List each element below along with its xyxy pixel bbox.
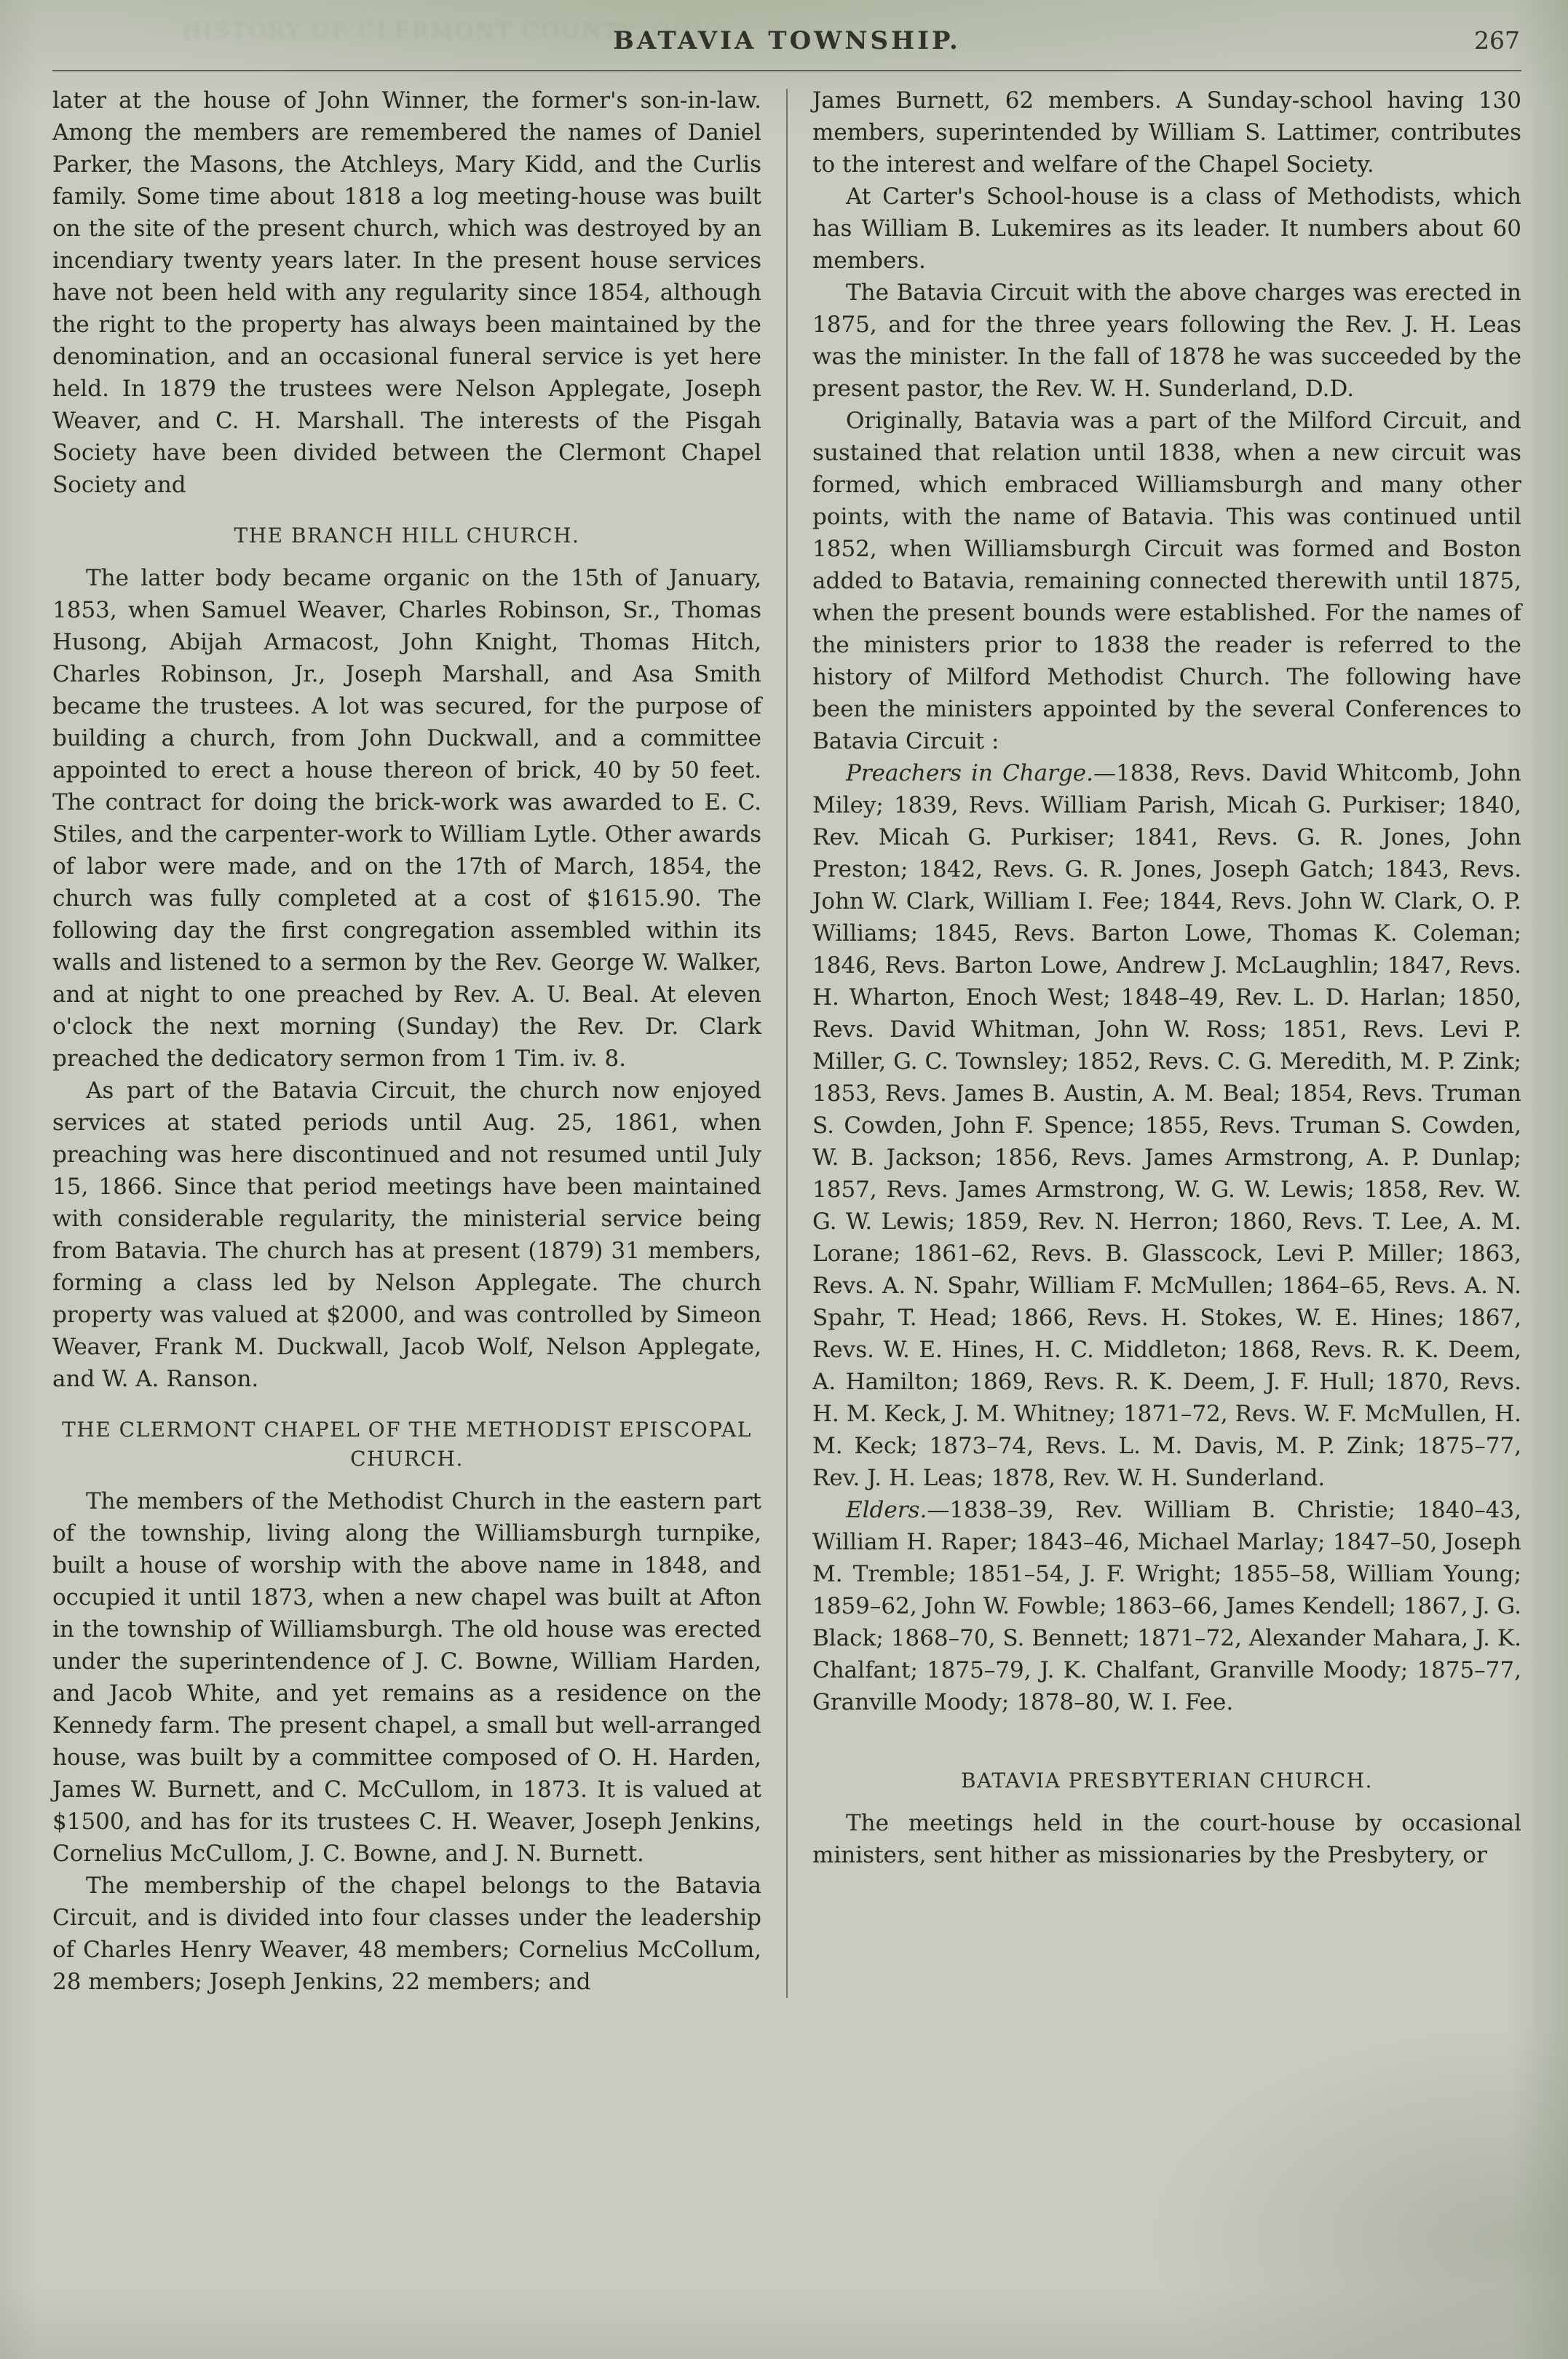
paragraph: The Batavia Circuit with the above charges was erected in 1875, and for the three years following the Rev. J. H. Leas was the minister. In the fall of 1878 he was succeeded by the present pastor, the Rev. W. H. Sunderland, D.D. [812,280,1521,402]
page-number: 267 [1474,26,1520,55]
header-rule [52,70,1521,71]
section-heading: BATAVIA PRESBYTERIAN CHURCH. [961,1769,1373,1793]
paragraph [812,1494,1521,1718]
paragraph-lead-italic: Preachers in Charge.— [846,760,1116,786]
left-column [52,84,761,1998]
paragraph: later at the house of John Winner, the former's son-in-law. Among the members are remembered the names of Daniel Parker, the Masons, the Atchleys, Mary Kidd, and the Curlis family. Some time about 1818 a log meeting-house was built on the site of the present church, which was destroyed by an incendiary twenty years later. In the present house services have not been held with any regularity since 1854, although the right to the property has always been maintained by the denomination, and an occasional funeral service is yet here held. In 1879 the trustees were Nelson Applegate, Joseph Weaver, and C. H. Marshall. The interests of the Pisgah Society have been divided between the Clermont Chapel Society and [52,87,761,498]
running-head: BATAVIA TOWNSHIP. [613,26,961,55]
page-header [52,17,1521,60]
paragraph [812,757,1521,1494]
paragraph: As part of the Batavia Circuit, the church now enjoyed services at stated periods until Aug. 25, 1861, when preaching was here discontinued and not resumed until July 15, 1866. Since that period meetings have been maintained with considerable regularity, the ministerial service being from Batavia. The church has at present (1879) 31 members, forming a class led by Nelson Applegate. The church property was valued at $2000, and was controlled by Simeon Weaver, Frank M. Duckwall, Jacob Wolf, Nelson Applegate, and W. A. Ranson. [52,1078,761,1392]
paragraph: Originally, Batavia was a part of the Milford Circuit, and sustained that relation until 1838, when a new circuit was formed, which embraced Williamsburgh and many other points, with the name of Batavia. This was continued until 1852, when Williamsburgh Circuit was formed and Boston added to Batavia, remaining connected therewith until 1875, when the present bounds were established. For the names of the ministers prior to 1838 the reader is referred to the history of Milford Methodist Church. The following have been the ministers appointed by the several Conferences to Batavia Circuit : [812,408,1521,754]
right-column [812,84,1521,1998]
paragraph: The members of the Methodist Church in the eastern part of the township, living along the Williamsburgh turnpike, built a house of worship with the above name in 1848, and occupied it until 1873, when a new chapel was built at Afton in the township of Williamsburgh. The old house was erected under the superintendence of J. C. Bowne, William Harden, and Jacob White, and yet remains as a residence on the Kennedy farm. The present chapel, a small but well-arranged house, was built by a committee composed of O. H. Harden, James W. Burnett, and C. McCullom, in 1873. It is valued at $1500, and has for its trustees C. H. Weaver, Joseph Jenkins, Cornelius McCullom, J. C. Bowne, and J. N. Burnett. [52,1488,761,1867]
paragraph-lead-italic: Elders.— [846,1497,950,1523]
column-divider [786,89,788,1998]
paragraph-text: 1838, Revs. David Whitcomb, John Miley; 1839, Revs. William Parish, Micah G. Purkiser; 1840, Rev. Micah G. Purkiser; 1841, Revs. G. R. Jones, John Preston; 1842, Revs. G. R. Jones, Joseph Gatch; 1843, Revs. John W. Clark, William I. Fee; 1844, Revs. John W. Clark, O. P. Williams; 1845, Revs. Barton Lowe, Thomas K. Coleman; 1846, Revs. Barton Lowe, Andrew J. McLaughlin; 1847, Revs. H. Wharton, Enoch West; 1848–49, Rev. L. D. Harlan; 1850, Revs. David Whitman, John W. Ross; 1851, Revs. Levi P. Miller, G. C. Townsley; 1852, Revs. C. G. Meredith, M. P. Zink; 1853, Revs. James B. Austin, A. M. Beal; 1854, Revs. Truman S. Cowden, John F. Spence; 1855, Revs. Truman S. Cowden, W. B. Jackson; 1856, Revs. James Armstrong, A. P. Dunlap; 1857, Revs. James Armstrong, W. G. W. Lewis; 1858, Rev. W. G. W. Lewis; 1859, Rev. N. Herron; 1860, Revs. T. Lee, A. M. Lorane; 1861–62, Revs. B. Glasscock, Levi P. Miller; 1863, Revs. A. N. Spahr, William F. McMullen; 1864–65, Revs. A. N. Spahr, T. Head; 1866, Revs. H. Stokes, W. E. Hines; 1867, Revs. W. E. Hines, H. C. Middleton; 1868, Revs. R. K. Deem, A. Hamilton; 1869, Revs. R. K. Deem, J. F. Hull; 1870, Revs. H. M. Keck, J. M. Whitney; 1871–72, Revs. W. F. McMullen, H. M. Keck; 1873–74, Revs. L. M. Davis, M. P. Zink; 1875–77, Rev. J. H. Leas; 1878, Rev. W. H. Sunderland. [812,760,1522,1491]
paragraph: James Burnett, 62 members. A Sunday-school having 130 members, superintended by William S. Lattimer, contributes to the interest and welfare of the Chapel Society. [812,87,1521,178]
paragraph: The latter body became organic on the 15th of January, 1853, when Samuel Weaver, Charles Robinson, Sr., Thomas Husong, Abijah Armacost, John Knight, Thomas Hitch, Charles Robinson, Jr., Joseph Marshall, and Asa Smith became the trustees. A lot was secured, for the purpose of building a church, from John Duckwall, and a committee appointed to erect a house thereon of brick, 40 by 50 feet. The contract for doing the brick-work was awarded to E. C. Stiles, and the carpenter-work to William Lytle. Other awards of labor were made, and on the 17th of March, 1854, the church was fully completed at a cost of $1615.90. The following day the first congregation assembled within its walls and listened to a sermon by the Rev. George W. Walker, and at night to one preached by Rev. A. U. Beal. At eleven o'clock the next morning (Sunday) the Rev. Dr. Clark preached the dedicatory sermon from 1 Tim. iv. 8. [52,565,761,1072]
section-heading: THE BRANCH HILL CHURCH. [234,523,580,548]
paragraph: At Carter's School-house is a class of Methodists, which has William B. Lukemires as its leader. It numbers about 60 members. [812,183,1521,274]
text-columns [52,84,1521,1998]
paragraph-text: 1838–39, Rev. William B. Christie; 1840–43, William H. Raper; 1843–46, Michael Marlay; 1847–50, Joseph M. Tremble; 1851–54, J. F. Wright; 1855–58, William Young; 1859–62, John W. Fowble; 1863–66, James Kendell; 1867, J. G. Black; 1868–70, S. Bennett; 1871–72, Alexander Mahara, J. K. Chalfant; 1875–79, J. K. Chalfant, Granville Moody; 1875–77, Granville Moody; 1878–80, W. I. Fee. [812,1497,1521,1715]
paragraph: The meetings held in the court-house by occasional ministers, sent hither as missionaries by the Presbytery, or [812,1810,1521,1868]
paragraph: The membership of the chapel belongs to the Batavia Circuit, and is divided into four classes under the leadership of Charles Henry Weaver, 48 members; Cornelius McCollum, 28 members; Joseph Jenkins, 22 members; and [52,1873,761,1995]
bleed-through-text: HISTORY OF CLERMONT COUNTY, OHIO. [182,19,732,44]
section-heading: THE CLERMONT CHAPEL OF THE METHODIST EPISCOPAL CHURCH. [62,1418,752,1471]
